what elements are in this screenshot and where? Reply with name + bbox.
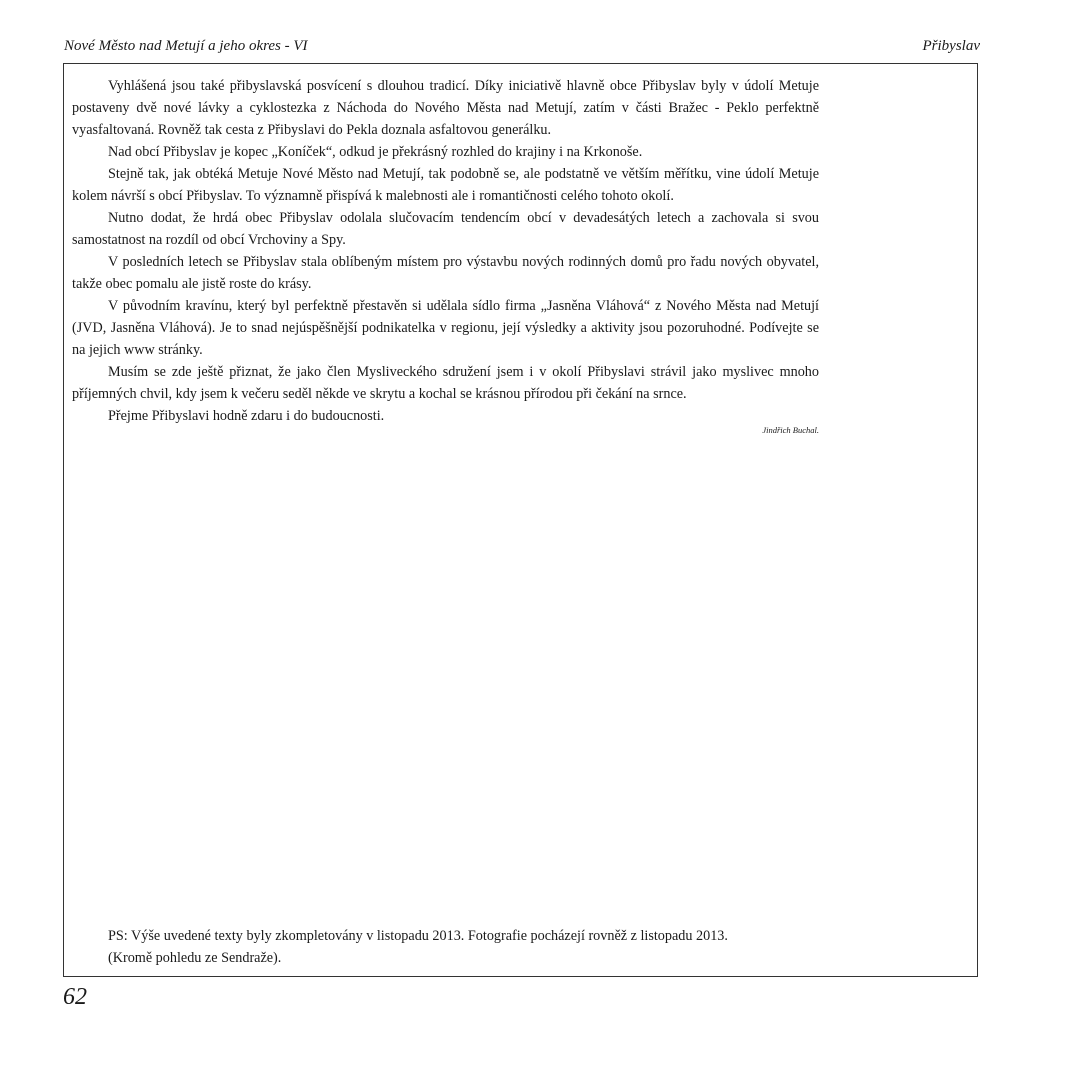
running-header-section: Přibyslav bbox=[922, 38, 980, 54]
paragraph-metuje: Stejně tak, jak obtéká Metuje Nové Město nad Metují, tak podobně se, ale podstatně ve větším měřítku, vine údolí Metuje kolem návrší s obcí Přibyslav. To významně přispívá k malebnosti ale i romantičnosti celého tohoto okolí. bbox=[72, 166, 819, 204]
page-number: 62 bbox=[63, 984, 87, 1010]
paragraph-prani: Přejme Přibyslavi hodně zdaru i do budoucnosti. bbox=[108, 408, 385, 424]
postscript bbox=[108, 925, 728, 969]
paragraph-konicek: Nad obcí Přibyslav je kopec „Koníček“, odkud je překrásný rozhled do krajiny i na Krkonoše. bbox=[108, 144, 643, 160]
article-body bbox=[72, 75, 819, 427]
paragraph-vystavba: V posledních letech se Přibyslav stala oblíbeným místem pro výstavbu nových rodinných domů pro řadu nových obyvatel, takže obec pomalu ale jistě roste do krásy. bbox=[72, 254, 819, 292]
running-header-title: Nové Město nad Metují a jeho okres - VI bbox=[64, 38, 308, 54]
paragraph-samostatnost: Nutno dodat, že hrdá obec Přibyslav odolala slučovacím tendencím obcí v devadesátých letech a zachovala si svou samostatnost na rozdíl od obcí Vrchoviny a Spy. bbox=[72, 210, 819, 248]
postscript-line-2: (Kromě pohledu ze Sendraže). bbox=[108, 950, 282, 966]
paragraph-kravin: V původním kravínu, který byl perfektně přestavěn si udělala sídlo firma „Jasněna Vláhová“ z Nového Města nad Metují (JVD, Jasněna Vláhová). Je to snad nejúspěšnější podnikatelka v regionu, její výsledky a aktivity jsou pozoruhodné. Podívejte se na jejich www stránky. bbox=[72, 298, 819, 358]
postscript-line-1: PS: Výše uvedené texty byly zkompletovány v listopadu 2013. Fotografie pocházejí rovněž z listopadu 2013. bbox=[108, 928, 728, 944]
author-signature: Jindřich Buchal. bbox=[762, 425, 819, 435]
paragraph-myslivec: Musím se zde ještě přiznat, že jako člen Mysliveckého sdružení jsem i v okolí Přibyslavi strávil jako myslivec mnoho příjemných chvil, kdy jsem k večeru seděl někde ve skrytu a kochal se krásnou přírodou při čekání na srnce. bbox=[72, 364, 819, 402]
paragraph-posviceni: Vyhlášená jsou také přibyslavská posvícení s dlouhou tradicí. Díky iniciativě hlavně obce Přibyslav byly v údolí Metuje postaveny dvě nové lávky a cyklostezka z Náchoda do Nového Města nad Metují, zatím v části Bražec - Peklo perfektně vyasfaltovaná. Rovněž tak cesta z Přibyslavi do Pekla doznala asfaltovou generálku. bbox=[72, 78, 819, 138]
